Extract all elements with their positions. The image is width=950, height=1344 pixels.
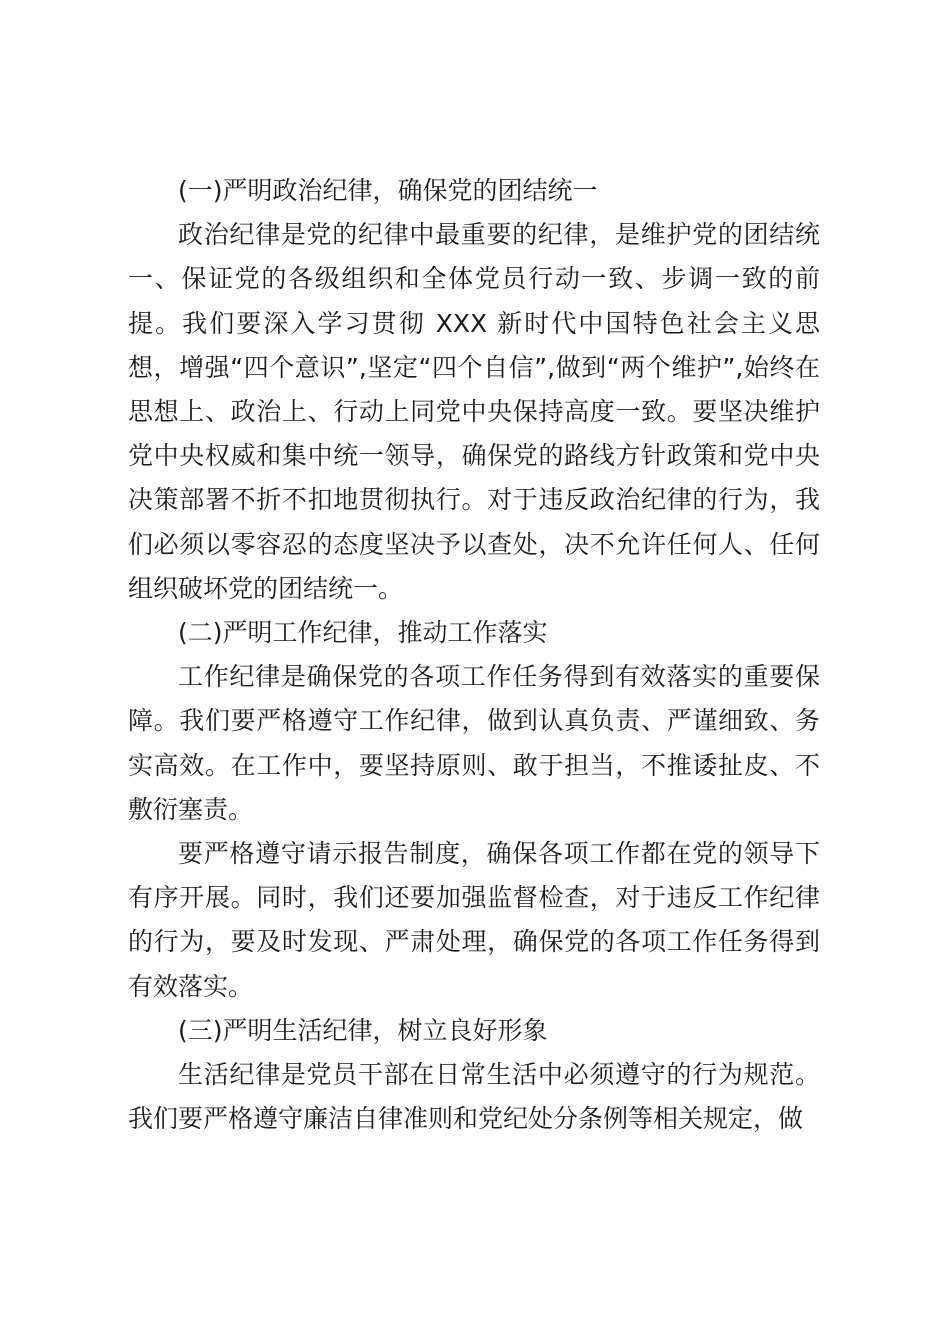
paragraph-political-discipline: 政治纪律是党的纪律中最重要的纪律，是维护党的团结统一、保证党的各级组织和全体党员行动一致、步调一致的前提。我们要深入学习贯彻 XXX 新时代中国特色社会主义思想，增强“四个意识”,坚定“四个自信”,做到“两个维护”,始终在思想上、政治上、行动上同党中央保持高度一致。要坚决维护党中央权威和集中统一领导，确保党的路线方针政策和党中央决策部署不折不扣地贯彻执行。对于违反政治纪律的行为，我们必须以零容忍的态度坚决予以查处，决不允许任何人、任何组织破坏党的团结统一。 <box>128 220 820 603</box>
paragraph-reporting-system: 要严格遵守请示报告制度，确保各项工作都在党的领导下有序开展。同时，我们还要加强监督检查，对于违反工作纪律的行为，要及时发现、严肃处理，确保党的各项工作任务得到有效落实。 <box>128 839 820 1001</box>
section-heading-political-discipline: (一)严明政治纪律，确保党的团结统一 <box>178 176 598 205</box>
section-heading-life-discipline: (三)严明生活纪律，树立良好形象 <box>178 1015 548 1045</box>
paragraph-life-discipline: 生活纪律是党员干部在日常生活中必须遵守的行为规范。我们要严格遵守廉洁自律准则和党纪处分条例等相关规定，做 <box>128 1060 820 1134</box>
document-body <box>128 169 820 1141</box>
section-heading-work-discipline: (二)严明工作纪律，推动工作落实 <box>178 618 548 648</box>
paragraph-work-discipline: 工作纪律是确保党的各项工作任务得到有效落实的重要保障。我们要严格遵守工作纪律，做到认真负责、严谨细致、务实高效。在工作中，要坚持原则、敢于担当，不推诿扯皮、不敷衍塞责。 <box>128 662 820 824</box>
